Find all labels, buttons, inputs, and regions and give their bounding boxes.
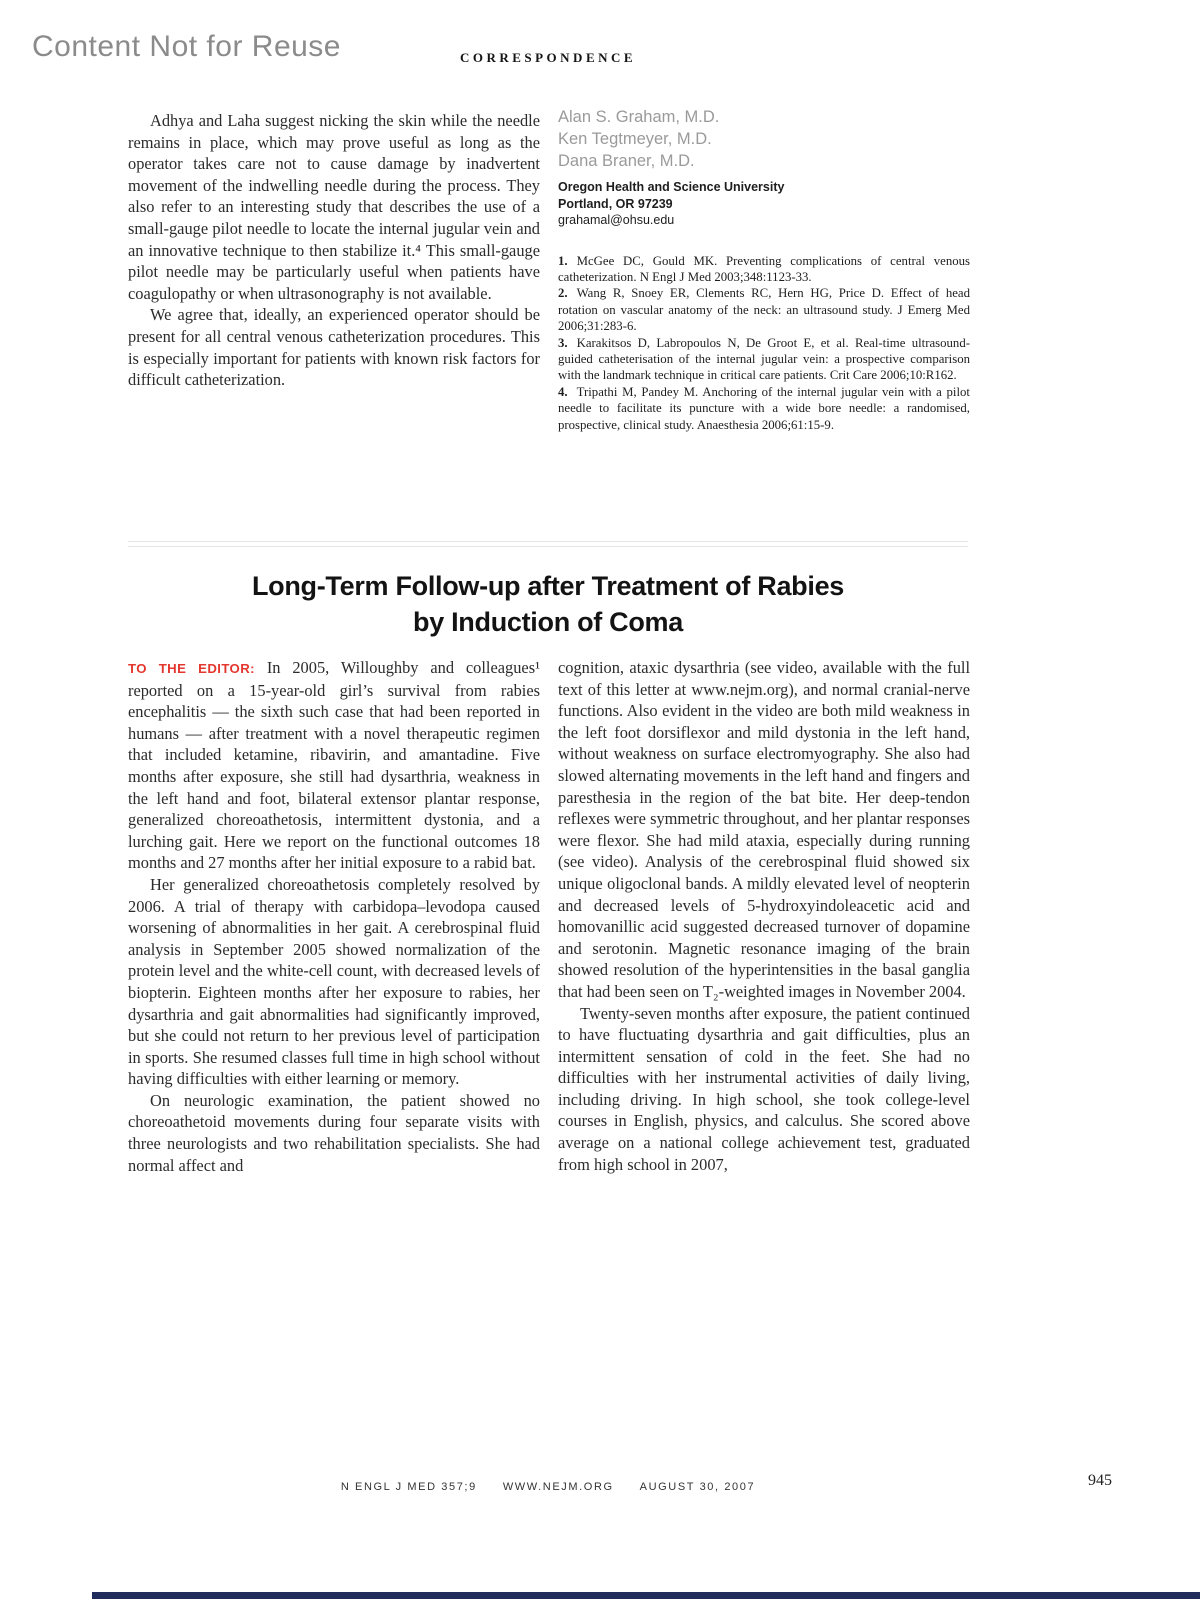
letter1-paragraph-2: We agree that, ideally, an experienced operator should be present for all central venous catheterization procedures. This is especially important for patients with known risk factors for difficult catheterization.	[128, 305, 540, 390]
reference-list	[558, 253, 970, 433]
letter1-right-column	[558, 106, 970, 433]
to-the-editor-label: TO THE EDITOR:	[128, 661, 255, 676]
page-number: 945	[1088, 1472, 1112, 1489]
affiliation-city: Portland, OR 97239	[558, 196, 673, 211]
article-title-line1: Long-Term Follow-up after Treatment of Rabies	[251, 571, 845, 601]
letter2-paragraph-4: Twenty-seven months after exposure, the patient continued to have fluctuating dysarthria and gait difficulties, plus an intermittent sensation of cold in the feet. She had no difficulties with her instrumental activities of daily living, including driving. In high school, she took college-level courses in English, physics, and calculus. She scored above average on a national college achievement test, graduated from high school in 2007,	[558, 1003, 970, 1174]
letter1-left-column	[128, 110, 540, 391]
letter2-paragraph-3: On neurologic examination, the patient showed no choreoathetoid movements during four separate visits with three neurologists and two rehabilitation specialists. She had normal affect and	[128, 1090, 540, 1175]
reference-text: Wang R, Snoey ER, Clements RC, Hern HG, Price D. Effect of head rotation on vascular anatomy of the neck: an ultrasound study. J Emerg Med 2006;31:283-6.	[558, 286, 970, 334]
author-list	[558, 106, 970, 172]
page-footer	[128, 1481, 968, 1493]
reference-number: 4.	[558, 384, 568, 399]
section-header-correspondence: CORRESPONDENCE	[459, 50, 637, 65]
letter2-paragraph-2: Her generalized choreoathetosis completely resolved by 2006. A trial of therapy with carbidopa–levodopa caused worsening of abnormalities in her gait. A cerebrospinal fluid analysis in September 2005 showed normalization of the protein level and the white-cell count, with decreased levels of biopterin. Eighteen months after her exposure to rabies, her dysarthria and gait abnormalities had significantly improved, but she could not return to her previous level of participation in sports. She resumed classes full time in high school without having difficulties with either learning or memory.	[128, 874, 540, 1089]
affiliation-institution: Oregon Health and Science University	[558, 180, 785, 194]
footer-issue-date: AUGUST 30, 2007	[639, 1481, 756, 1493]
author-name: Dana Braner, M.D.	[558, 152, 695, 170]
author-affiliation	[558, 179, 970, 229]
reference-item	[558, 384, 970, 433]
reference-number: 3.	[558, 335, 568, 350]
author-email: grahamal@ohsu.edu	[558, 213, 675, 227]
reference-number: 2.	[558, 286, 568, 301]
bottom-accent-bar	[92, 1592, 1200, 1599]
reference-item	[558, 285, 970, 334]
letter1-paragraph-1: Adhya and Laha suggest nicking the skin while the needle remains in place, which may prove useful as long as the operator takes care not to cause damage by inadvertent movement of the indwelling needle during the process. They also refer to an interesting study that describes the use of a small-gauge pilot needle to locate the internal jugular vein and an innovative technique to then stabilize it.⁴ This small-gauge pilot needle may be particularly useful when patients have coagulopathy or when ultrasonography is not available.	[128, 111, 540, 303]
reference-item	[558, 253, 970, 286]
article-title-line2: by Induction of Coma	[413, 607, 683, 637]
letter2-right-column	[558, 657, 970, 1175]
author-name: Ken Tegtmeyer, M.D.	[558, 130, 712, 148]
author-name: Alan S. Graham, M.D.	[558, 108, 720, 126]
reference-text: McGee DC, Gould MK. Preventing complications of central venous catheterization. N Engl J Med 2003;348:1123-33.	[558, 253, 970, 284]
section-divider-rule	[128, 541, 968, 547]
footer-journal-citation: N ENGL J MED 357;9	[340, 1481, 477, 1493]
letter2-left-column	[128, 657, 540, 1176]
reference-item	[558, 335, 970, 384]
watermark-text: Content Not for Reuse	[32, 30, 341, 63]
letter2-paragraph-1-text: In 2005, Willoughby and colleagues¹ reported on a 15-year-old girl’s survival from rabies encephalitis — the sixth such case that had been reported in humans — after treatment with a novel therapeutic regimen that included ketamine, ribavirin, and amantadine. Five months after exposure, she still had dysarthria, weakness in the left hand and foot, bilateral extensor plantar response, generalized choreoathetosis, intermittent dystonia, and a lurching gait. Here we report on the functional outcomes 18 months and 27 months after her initial exposure to a rabid bat.	[128, 658, 540, 873]
article-title	[128, 568, 968, 640]
letter2-paragraph-3-continued: cognition, ataxic dysarthria (see video, available with the full text of this letter at www.nejm.org), and normal cranial-nerve functions. Also evident in the video are both mild weakness in the left foot dorsiflexor and mild dystonia in the left hand, without weakness on surface electromyography. She also had slowed alternating movements in the left hand and fingers and paresthesia in the region of the bat bite. Her deep-tendon reflexes were symmetric throughout, and her plantar responses were flexor. She had mild ataxia, especially during running (see video). Analysis of the cerebrospinal fluid showed six unique oligoclonal bands. A mildly elevated level of neopterin and decreased levels of 5-hydroxyindoleacetic acid and homovanillic acid suggested decreased turnover of dopamine and serotonin. Magnetic resonance imaging of the brain showed resolution of the hyperintensities in the basal ganglia that had been seen on T₂-weighted images in November 2004.	[558, 658, 970, 1001]
letter2-paragraph-1	[128, 657, 540, 874]
reference-text: Karakitsos D, Labropoulos N, De Groot E, et al. Real-time ultrasound-guided catheterisation of the internal jugular vein: a prospective comparison with the landmark technique in critical care patients. Crit Care 2006;10:R162.	[558, 335, 970, 383]
reference-text: Tripathi M, Pandey M. Anchoring of the internal jugular vein with a pilot needle to facilitate its puncture with a wide bore needle: a randomised, prospective, clinical study. Anaesthesia 2006;61:15-9.	[558, 384, 970, 432]
footer-journal-url: WWW.NEJM.ORG	[502, 1481, 614, 1493]
reference-number: 1.	[558, 253, 568, 268]
